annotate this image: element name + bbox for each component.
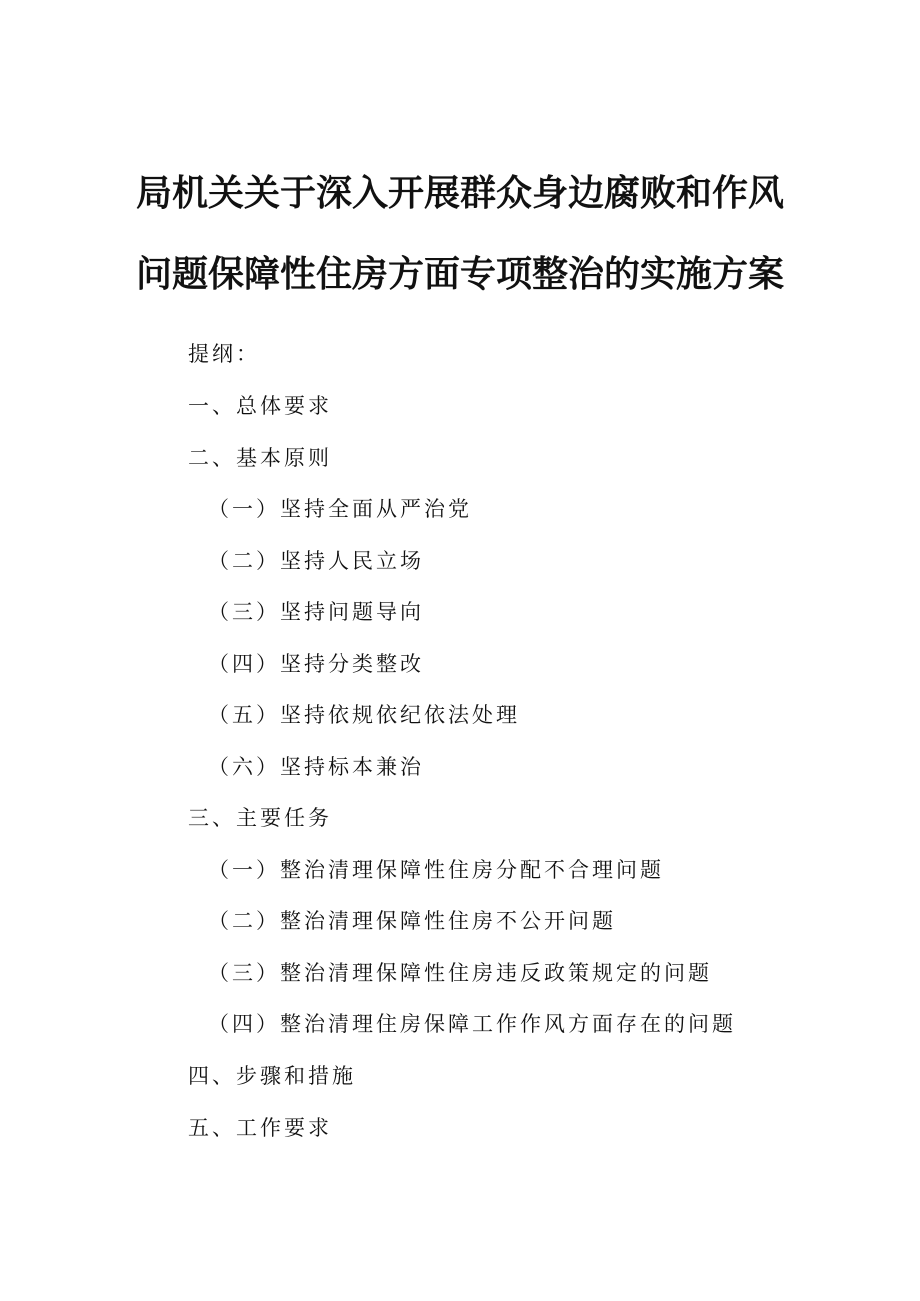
outline-subitem: （六）坚持标本兼治 xyxy=(208,755,424,779)
outline-item: 五、工作要求 xyxy=(188,1116,332,1140)
outline-item: 四、步骤和措施 xyxy=(188,1064,356,1088)
outline-item: 三、主要任务 xyxy=(188,806,332,830)
outline-subitem: （一）坚持全面从严治党 xyxy=(208,497,472,521)
outline-subitem: （五）坚持依规依纪依法处理 xyxy=(208,703,520,727)
document-title-line-2: 问题保障性住房方面专项整治的实施方案 xyxy=(135,254,784,295)
outline-item: 一、总体要求 xyxy=(188,394,332,418)
outline-subitem: （四）整治清理住房保障工作作风方面存在的问题 xyxy=(208,1012,736,1036)
outline-item: 二、基本原则 xyxy=(188,446,332,470)
outline-subitem: （二）坚持人民立场 xyxy=(208,549,424,573)
outline-subitem: （三）整治清理保障性住房违反政策规定的问题 xyxy=(208,961,712,985)
outline-subitem: （一）整治清理保障性住房分配不合理问题 xyxy=(208,858,664,882)
outline-subitem: （二）整治清理保障性住房不公开问题 xyxy=(208,909,616,933)
outline-subitem: （三）坚持问题导向 xyxy=(208,600,424,624)
outline-heading: 提纲： xyxy=(188,342,260,366)
outline-subitem: （四）坚持分类整改 xyxy=(208,652,424,676)
document-title-line-1: 局机关关于深入开展群众身边腐败和作风 xyxy=(135,173,784,214)
